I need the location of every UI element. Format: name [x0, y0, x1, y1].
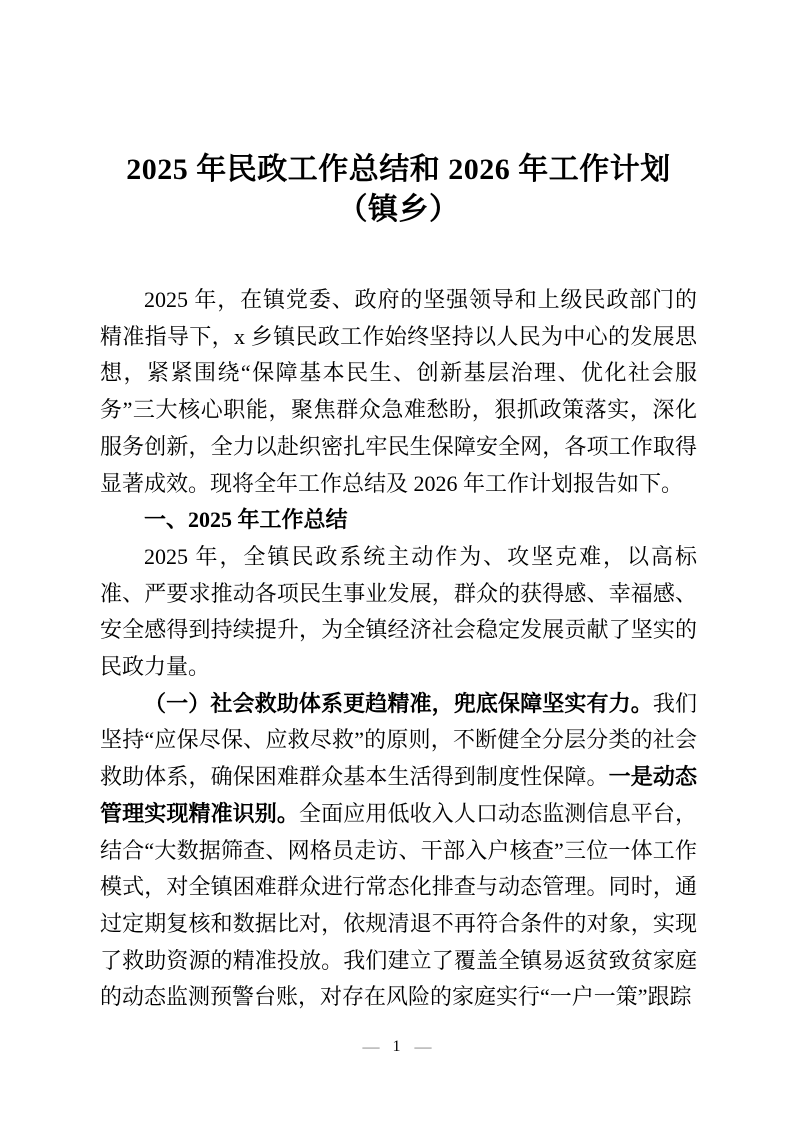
section-heading — [100, 502, 697, 539]
body-paragraph — [100, 282, 697, 502]
footer-dash-right: — — [414, 1037, 431, 1056]
body-paragraph — [100, 686, 697, 1016]
footer-dash-left: — — [362, 1037, 379, 1056]
document-title-line1: 2025 年民政工作总结和 2026 年工作计划 — [126, 153, 671, 186]
bold-text-run: 一是动态管理实现精准识别。 — [100, 764, 697, 826]
text-run: 全面应用低收入人口动态监测信息平台，结合“大数据筛查、网格员走访、干部入户核查”三位一体工作模式，对全镇困难群众进行常态化排查与动态管理。同时，通过定期复核和数据比对，依规清退不再符合条件的对象，实现了救助资源的精准投放。我们建立了覆盖全镇易返贫致贫家庭的动态监测预警台账，对存在风险的家庭实行“一户一策”跟踪 — [100, 800, 697, 1010]
document-title — [100, 150, 697, 230]
body-paragraph — [100, 539, 697, 686]
document-title-line2: （镇乡） — [337, 193, 460, 226]
bold-text-run: 一、2025 年工作总结 — [144, 507, 348, 533]
page-number: 1 — [392, 1038, 401, 1055]
page-footer — [0, 1036, 793, 1058]
document-body — [100, 282, 697, 1016]
bold-text-run: （一）社会救助体系更趋精准，兜底保障坚实有力。 — [144, 690, 653, 716]
text-run: 我们坚持“应保尽保、应救尽救”的原则，不断健全分层分类的社会救助体系，确保困难群众基本生活得到制度性保障。 — [100, 690, 697, 790]
text-run: 2025 年，在镇党委、政府的坚强领导和上级民政部门的精准指导下，x 乡镇民政工作始终坚持以人民为中心的发展思想，紧紧围绕“保障基本民生、创新基层治理、优化社会服务”三大核心职能，聚焦群众急难愁盼，狠抓政策落实，深化服务创新，全力以赴织密扎牢民生保障安全网，各项工作取得显著成效。现将全年工作总结及 2026 年工作计划报告如下。 — [100, 287, 697, 496]
text-run: 2025 年，全镇民政系统主动作为、攻坚克难，以高标准、严要求推动各项民生事业发展，群众的获得感、幸福感、安全感得到持续提升，为全镇经济社会稳定发展贡献了坚实的民政力量。 — [100, 543, 697, 680]
